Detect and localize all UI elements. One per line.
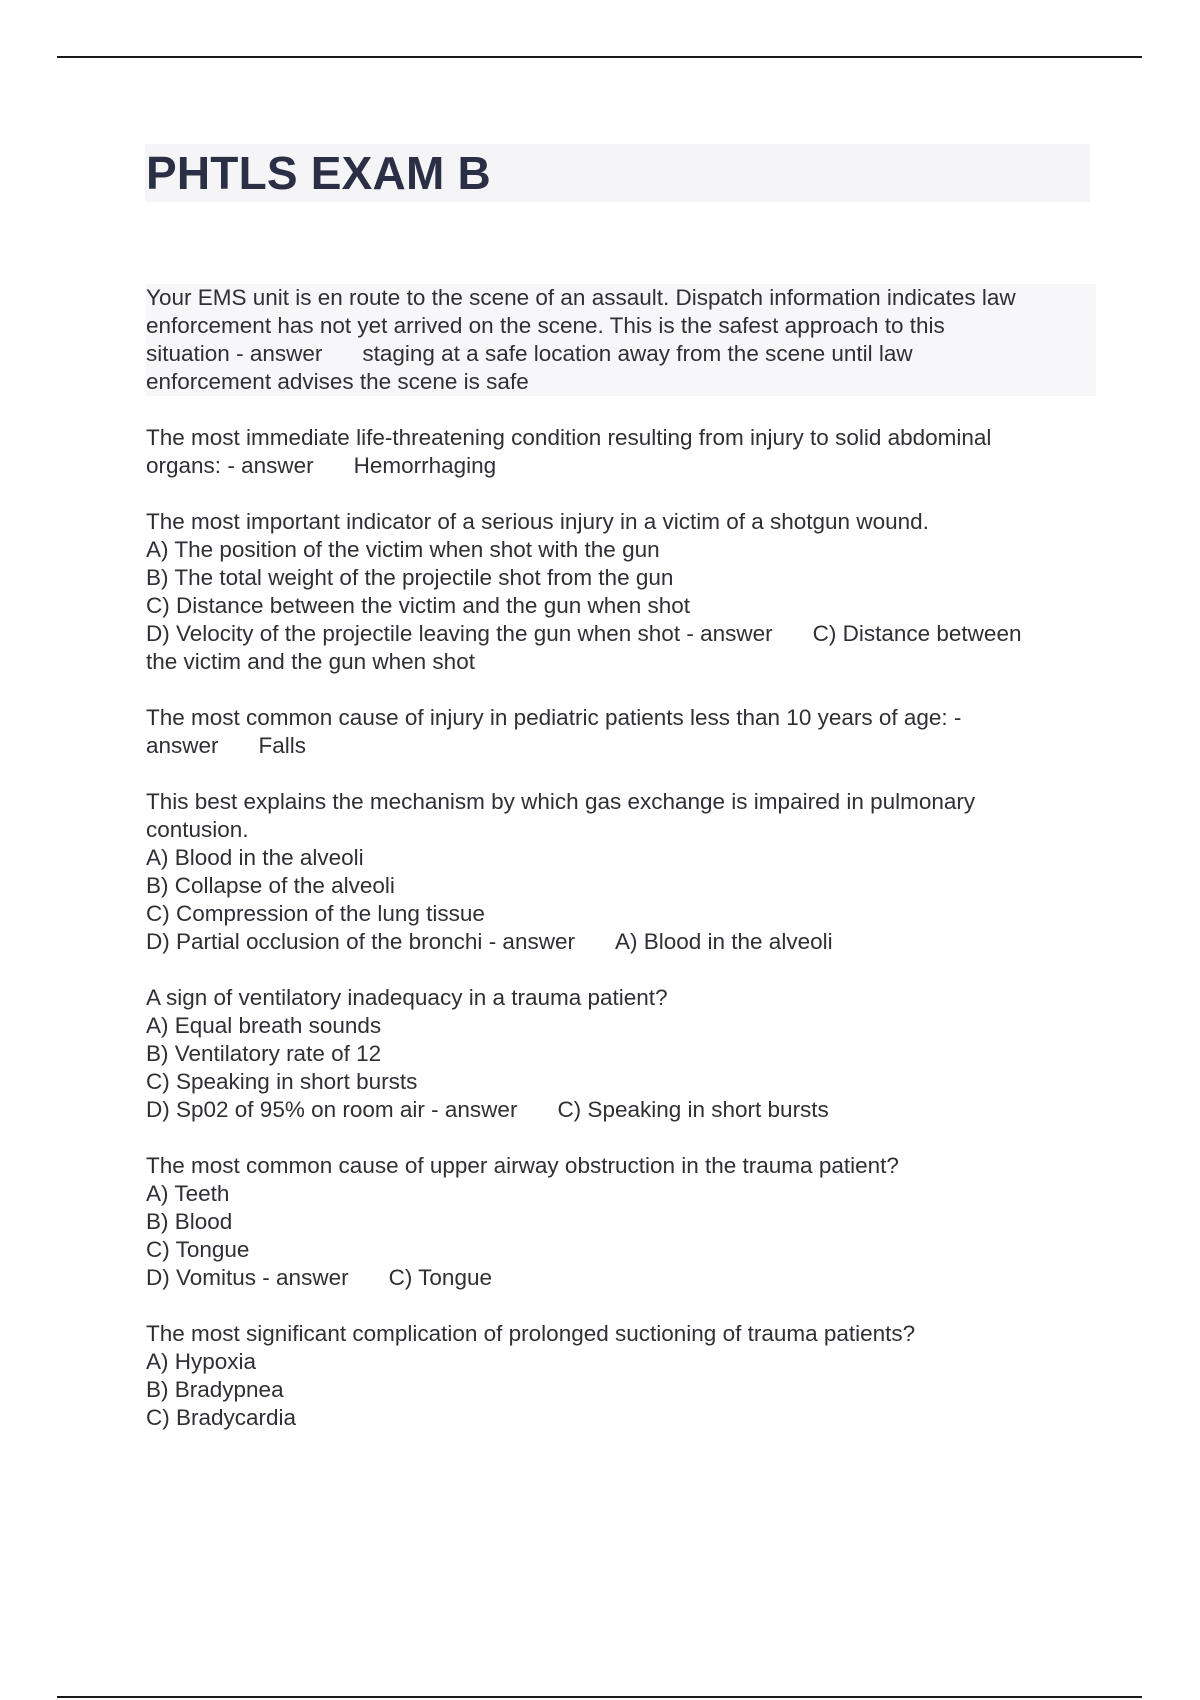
option-line: C) Speaking in short bursts [146, 1069, 418, 1094]
answer-text: Hemorrhaging [353, 453, 497, 478]
question-line: The most immediate life-threatening condition resulting from injury to solid abdominal [146, 425, 992, 450]
answer-text: C) Speaking in short bursts [557, 1097, 829, 1122]
answer-label: - answer [236, 341, 323, 366]
question-item [146, 1152, 1096, 1292]
answer-label: - answer [227, 453, 314, 478]
question-line: The most significant complication of prolonged suctioning of trauma patients? [146, 1321, 916, 1346]
question-answer-line [146, 1096, 1096, 1124]
option-line: B) Blood [146, 1209, 233, 1234]
question-item [146, 1320, 1096, 1432]
answer-label: - answer [262, 1265, 349, 1290]
question-answer-line [146, 452, 1096, 480]
question-item [146, 508, 1096, 676]
question-item [146, 424, 1096, 480]
page-title: PHTLS EXAM B [146, 147, 491, 199]
question-item [146, 788, 1096, 956]
option-line: C) Distance between the victim and the gun when shot [146, 593, 691, 618]
question-line: enforcement has not yet arrived on the scene. This is the safest approach to this [146, 312, 1096, 340]
bottom-rule [57, 1696, 1142, 1698]
answer-continuation: the victim and the gun when shot [146, 649, 475, 674]
question-tail: situation [146, 341, 230, 366]
option-line: C) Bradycardia [146, 1405, 297, 1430]
question-tail: D) Vomitus [146, 1265, 257, 1290]
option-line: A) Equal breath sounds [146, 1013, 382, 1038]
question-answer-line [146, 340, 1096, 368]
top-rule [57, 56, 1142, 58]
question-tail: D) Sp02 of 95% on room air [146, 1097, 425, 1122]
option-line: C) Compression of the lung tissue [146, 901, 485, 926]
answer-continuation: enforcement advises the scene is safe [146, 368, 1096, 396]
question-list [146, 284, 1096, 1460]
question-tail: organs: [146, 453, 222, 478]
question-line: Your EMS unit is en route to the scene of an assault. Dispatch information indicates law [146, 284, 1096, 312]
answer-text: A) Blood in the alveoli [614, 929, 833, 954]
answer-label: answer [146, 733, 219, 758]
question-item [146, 704, 1096, 760]
answer-text: Falls [258, 733, 307, 758]
question-answer-line [146, 928, 1096, 956]
answer-text: C) Tongue [388, 1265, 492, 1290]
answer-text: staging at a safe location away from the scene until law [362, 341, 913, 366]
option-line: B) Ventilatory rate of 12 [146, 1041, 382, 1066]
question-answer-line [146, 620, 1096, 648]
question-line: This best explains the mechanism by which gas exchange is impaired in pulmonary [146, 789, 976, 814]
option-line: B) The total weight of the projectile shot from the gun [146, 565, 674, 590]
option-line: C) Tongue [146, 1237, 250, 1262]
option-line: A) Hypoxia [146, 1349, 257, 1374]
question-line: contusion. [146, 817, 249, 842]
option-line: B) Bradypnea [146, 1377, 284, 1402]
answer-label: - answer [431, 1097, 518, 1122]
question-line: The most important indicator of a serious injury in a victim of a shotgun wound. [146, 509, 929, 534]
question-answer-line [146, 1264, 1096, 1292]
answer-label: - answer [488, 929, 575, 954]
option-line: A) The position of the victim when shot with the gun [146, 537, 660, 562]
option-line: B) Collapse of the alveoli [146, 873, 395, 898]
question-item [146, 284, 1096, 396]
question-line: A sign of ventilatory inadequacy in a trauma patient? [146, 985, 668, 1010]
question-line: The most common cause of injury in pediatric patients less than 10 years of age: - [146, 705, 962, 730]
question-line: The most common cause of upper airway obstruction in the trauma patient? [146, 1153, 899, 1178]
question-tail: D) Partial occlusion of the bronchi [146, 929, 483, 954]
question-tail: D) Velocity of the projectile leaving the gun when shot [146, 621, 681, 646]
question-item [146, 984, 1096, 1124]
answer-text: C) Distance between [812, 621, 1022, 646]
question-answer-line [146, 732, 1096, 760]
option-line: A) Blood in the alveoli [146, 845, 364, 870]
answer-label: - answer [686, 621, 773, 646]
option-line: A) Teeth [146, 1181, 230, 1206]
